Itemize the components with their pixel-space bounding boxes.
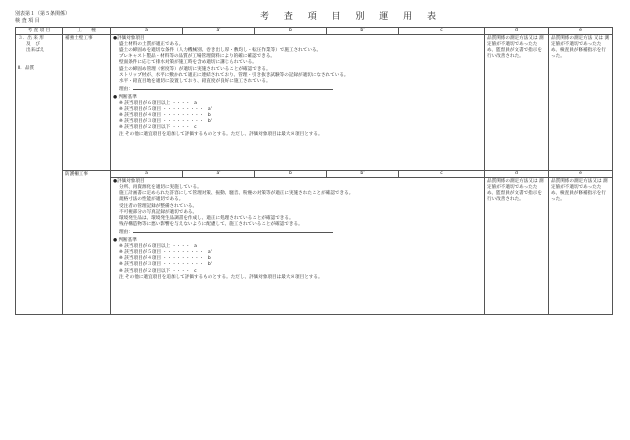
grade-e-cell: 品質関係の測定方法 又は 測定値が不適切であったため、検査員が修補指示を行った。 (549, 35, 613, 171)
section-head: ●評価対象項目 (113, 36, 145, 42)
list-item (119, 228, 482, 236)
criteria-item: ※ 該当項目が２項目以下 ・・・・ c (119, 268, 197, 274)
list-item: 分所、再資源化を適切に実施している。 (119, 185, 202, 191)
col-header-b2: b' (327, 28, 399, 35)
list-item (119, 85, 482, 93)
col-header-d: d (485, 28, 549, 35)
appendix-label: 別表第１（第５条関係） (15, 11, 71, 17)
col-header-c: c (399, 28, 485, 35)
category-cell (16, 35, 63, 315)
category-line: Ⅱ．品質 (18, 66, 35, 72)
col-header-kensa: 考 査 項 目 (16, 28, 63, 35)
col-header-b: b (255, 28, 327, 35)
list-item: 盛土の締固めを適切な条件（人力機械別、巻き出し厚・敷均し・転圧作業等）で施工されている。 (119, 48, 322, 54)
note: 注 その他に適宜項目を追加して評価するものとする。ただし、評価対象項目は最大８項目とする。 (119, 274, 323, 280)
criteria-item: ※ 該当項目が５項目 ・・・・・・・・・ a' (119, 107, 212, 113)
section-head: ●評価対象項目 (113, 179, 145, 185)
koshu-cell: 防護柵工事 (63, 171, 111, 315)
evaluation-table (15, 27, 613, 315)
criteria-head: ● 判断基準 (113, 94, 137, 100)
category-line: 出来ばえ (26, 48, 45, 54)
table-row (16, 35, 613, 171)
content-cell (111, 178, 485, 315)
list-item: 規格寸法の性能が適切である。 (119, 197, 184, 203)
reason-label: 理由： (119, 229, 133, 235)
koshu-cell: 補強土壁工事 (63, 35, 111, 171)
criteria-item: ※ 該当項目が２項目以下 ・・・・ c (119, 125, 197, 131)
criteria-item: ※ 該当項目が６項目以上 ・・・・ a (119, 244, 197, 250)
list-item: 残存構造物等に悪い影響を与えないように配慮して、施工されていることが確認できる。 (119, 221, 303, 227)
criteria-item: ※ 該当項目が５項目 ・・・・・・・・・ a' (119, 250, 212, 256)
col-header-e: e (549, 171, 613, 178)
page-title: 考 査 項 目 別 運 用 表 (260, 12, 443, 22)
note: 注 その他に適宜項目を追加して評価するものとする。ただし、評価対象項目は最大８項目とする。 (119, 131, 323, 137)
list-item: 受注者の管理記録が整備されている。 (119, 203, 198, 209)
col-header-a: a (111, 171, 183, 178)
criteria-item: ※ 該当項目が４項目 ・・・・・・・・・ b (119, 113, 211, 119)
list-item: 壁面条件に応じて排水対策が施工時を含め適切に講じられている。 (119, 60, 257, 66)
col-header-d: d (485, 171, 549, 178)
grade-e-cell: 品質関係の測定方法又は 測定値が不適切であったため、検査員が修補指示を行った。 (549, 178, 613, 315)
criteria-item: ※ 該当項目が４項目 ・・・・・・・・・ b (119, 256, 211, 262)
category-line: ３．出 来 形 (18, 36, 44, 42)
grade-d-cell: 品質関係の測定方法又は 測定値が不適切であったため、監督員が文書で指示を行い改善された。 (485, 35, 549, 171)
grade-d-cell: 品質関係の測定方法又は 測定値が不適切であったため、監督員が文書で指示を行い改善された。 (485, 178, 549, 315)
category-line: 及 び (26, 42, 40, 48)
criteria-item: ※ 該当項目が６項目以上 ・・・・ a (119, 101, 197, 107)
criteria-item: ※ 該当項目が３項目 ・・・・・・・・・ b' (119, 262, 213, 268)
col-header-a2: a' (183, 171, 255, 178)
content-cell (111, 35, 485, 171)
reason-label: 理由： (119, 86, 133, 92)
col-header-b2: b' (327, 171, 399, 178)
inspection-label: 検 査 項 目 (15, 18, 40, 24)
list-item: 盛土材料の土質が適正である。 (119, 42, 184, 48)
criteria-item: ※ 該当項目が３項目 ・・・・・・・・・ b' (119, 119, 213, 125)
col-header-a2: a' (183, 28, 255, 35)
col-header-c: c (399, 171, 485, 178)
col-header-koshu: 工 種 (63, 28, 111, 35)
list-item: 水平・鉛直目地を適切に設置しており、鉛直度が良好に施工されている。 (119, 78, 271, 84)
criteria-head: ● 判断基準 (113, 238, 137, 244)
list-item: プレキャスト製品・材料等の品質が工場管理資料により的確に確認できる。 (119, 54, 276, 60)
list-item: 不可視部分の写真記録が適切である。 (119, 209, 198, 215)
list-item: 盛土の締固め管理（密度等）が適切に実施されていることが確認できる。 (119, 66, 271, 72)
col-header-a: a (111, 28, 183, 35)
col-header-b: b (255, 171, 327, 178)
list-item: 施工計画書に定められた許容にして管理対策、振動、騒音、粉塵の対策等が適正に実施されたことが確認できる。 (119, 191, 354, 197)
list-item: 環境発生品は、環境発生品調書を作成し、適正に処理されていることが確認できる。 (119, 215, 294, 221)
list-item: ストリップ材が、水平に敷かれて適正に連結されており、管理・引き抜き試験等の記録が適切になされている。 (119, 72, 349, 78)
col-header-e: e (549, 28, 613, 35)
